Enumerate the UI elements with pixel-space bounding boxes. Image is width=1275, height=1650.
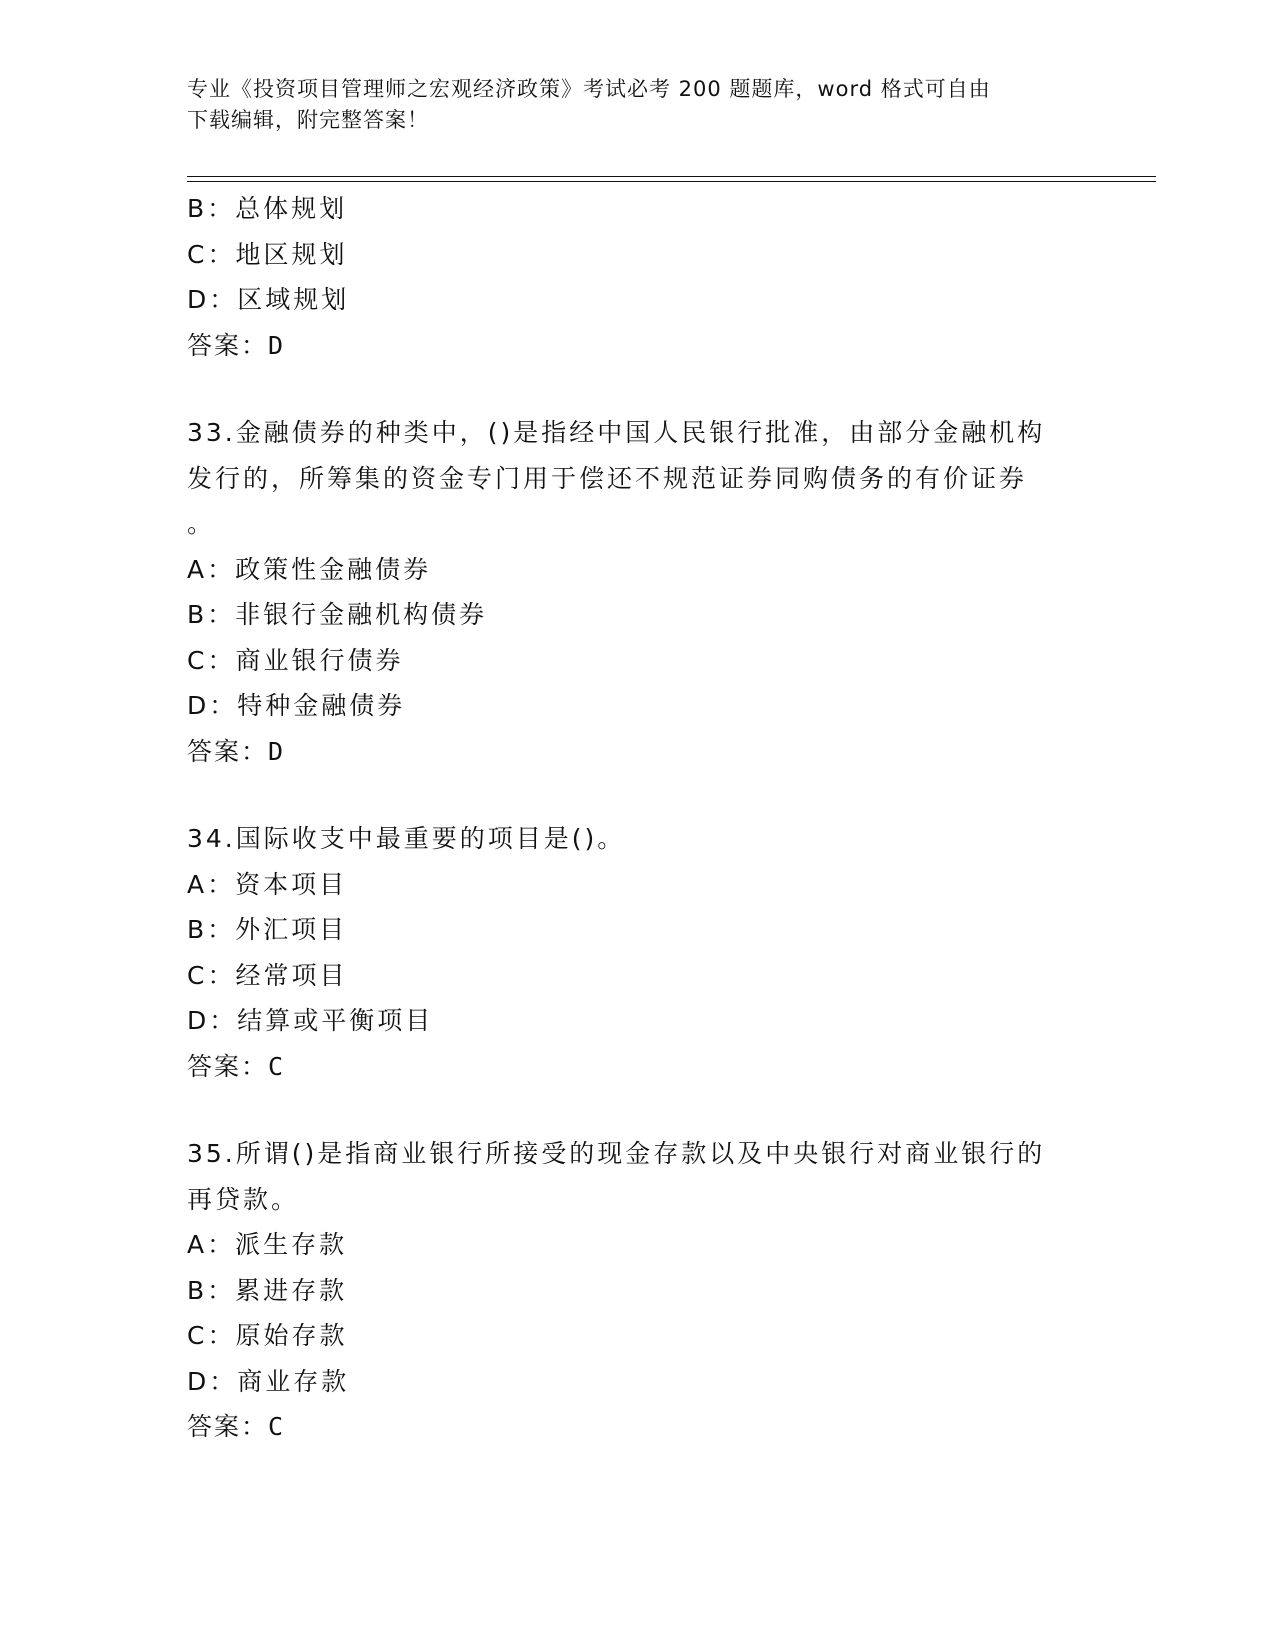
- answer-line: [187, 729, 1087, 775]
- answer-line: [187, 1404, 1087, 1450]
- option-b: B：累进存款: [187, 1275, 348, 1305]
- answer-label: 答案：: [187, 1051, 269, 1081]
- question-34: [187, 816, 1087, 1089]
- question-stem-line: 34.国际收支中最重要的项目是()。: [187, 824, 626, 853]
- header-line-1: 专业《投资项目管理师之宏观经济政策》考试必考 200 题题库，word 格式可自由: [187, 77, 991, 101]
- question-stem-line: 35.所谓()是指商业银行所接受的现金存款以及中央银行对商业银行的: [187, 1139, 1046, 1168]
- answer-label: 答案：: [187, 736, 269, 766]
- question-35: [187, 1131, 1087, 1450]
- option-c: C：经常项目: [187, 960, 348, 990]
- option-b: B：非银行金融机构债券: [187, 600, 488, 629]
- answer-value: D: [268, 736, 286, 766]
- prev-question: [187, 186, 1087, 368]
- option-a: A：派生存款: [187, 1230, 348, 1259]
- option-c: C：地区规划: [187, 239, 348, 269]
- option-d: D：结算或平衡项目: [187, 1006, 434, 1035]
- document-header: [187, 74, 1067, 136]
- option-b: B：外汇项目: [187, 915, 348, 944]
- header-rule-top: [187, 176, 1156, 177]
- header-line-2: 下载编辑，附完整答案！: [187, 108, 429, 132]
- answer-line: [187, 323, 1087, 369]
- answer-value: D: [268, 330, 286, 360]
- question-stem-line: 。: [187, 509, 216, 538]
- question-stem-line: 33.金融债券的种类中，()是指经中国人民银行批准，由部分金融机构: [187, 418, 1046, 447]
- question-33: [187, 410, 1087, 774]
- option-d: D：区域规划: [187, 285, 350, 314]
- answer-value: C: [268, 1412, 286, 1441]
- option-d: D：特种金融债券: [187, 691, 406, 720]
- header-rule-bottom: [187, 181, 1156, 182]
- option-c: C：商业银行债券: [187, 645, 404, 675]
- option-d: D：商业存款: [187, 1366, 350, 1396]
- option-a: A：资本项目: [187, 869, 348, 899]
- question-stem-line: 再贷款。: [187, 1184, 300, 1214]
- question-content: [187, 186, 1087, 1450]
- question-stem-line: 发行的，所筹集的资金专门用于偿还不规范证券同购债务的有价证券: [187, 463, 1028, 493]
- option-a: A：政策性金融债券: [187, 554, 432, 584]
- answer-label: 答案：: [187, 1412, 269, 1441]
- answer-value: C: [268, 1051, 286, 1081]
- answer-line: [187, 1044, 1087, 1090]
- option-c: C：原始存款: [187, 1321, 348, 1350]
- option-b: B：总体规划: [187, 194, 348, 223]
- answer-label: 答案：: [187, 330, 269, 360]
